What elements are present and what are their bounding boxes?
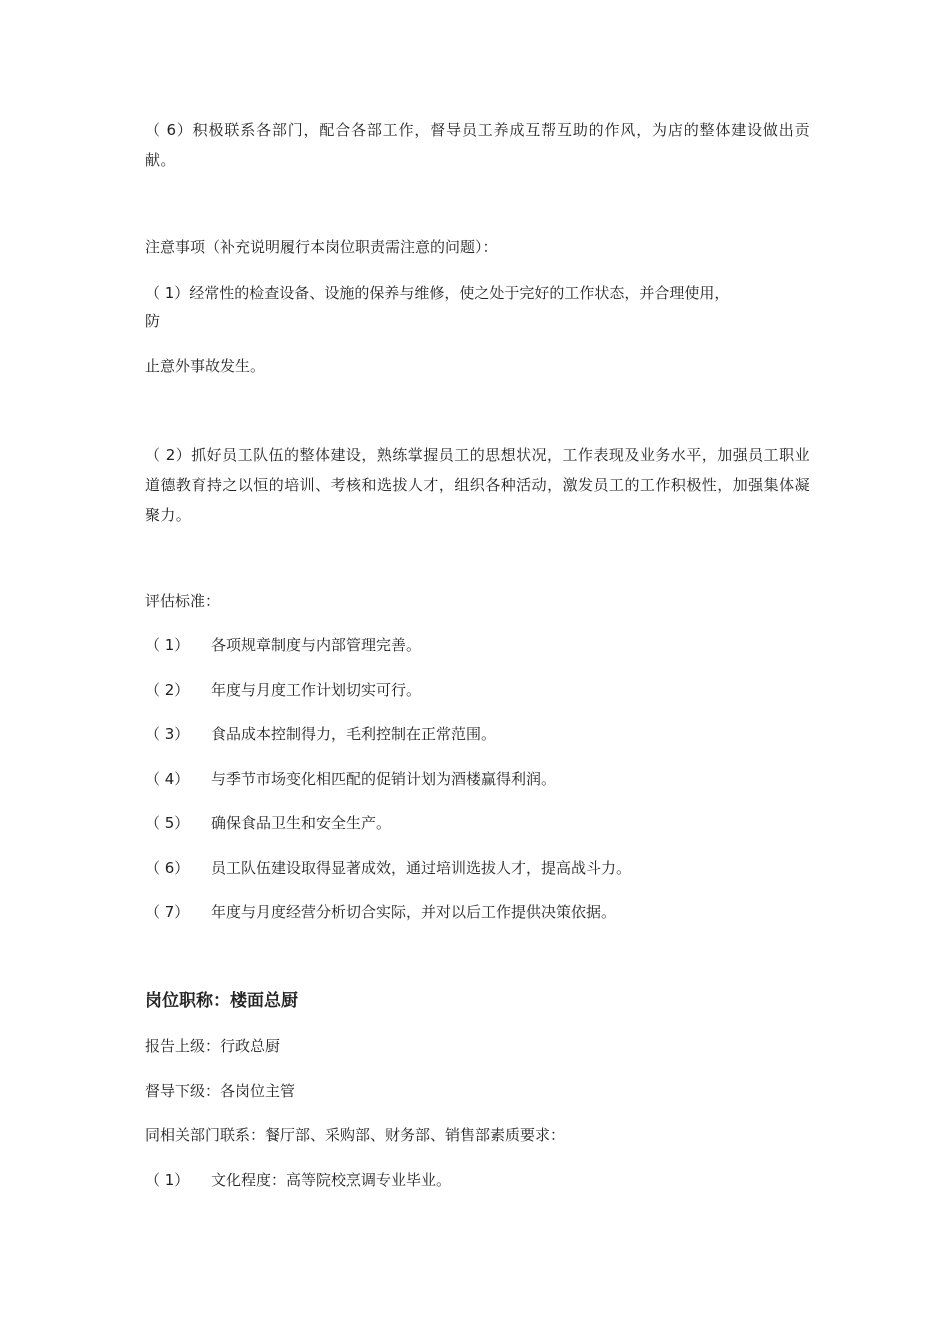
criteria-item-number: （ 5） — [145, 814, 190, 832]
requirement-item-text: 文化程度：高等院校烹调专业毕业。 — [211, 1171, 452, 1189]
criteria-item-text: 确保食品卫生和安全生产。 — [211, 814, 392, 832]
department-relations: 同相关部门联系：餐厅部、采购部、财务部、销售部素质要求： — [145, 1126, 566, 1144]
note-2-paragraph: （ 2）抓好员工队伍的整体建设，熟练掌握员工的思想状况，工作表现及业务水平，加强员工职业道德教育持之以恒的培训、考核和选拔人才，组织各种活动，激发员工的工作积极性，加强集体凝聚力。 — [145, 446, 810, 524]
criteria-item — [145, 810, 810, 836]
criteria-item-number: （ 6） — [145, 859, 190, 877]
criteria-item-text: 年度与月度经营分析切合实际，并对以后工作提供决策依据。 — [211, 903, 617, 921]
criteria-item — [145, 632, 810, 658]
note-1-line-2: 防 — [145, 312, 161, 330]
criteria-item — [145, 677, 810, 703]
criteria-item-text: 各项规章制度与内部管理完善。 — [211, 636, 422, 654]
note-1-line-1: （ 1）经常性的检查设备、设施的保养与维修，使之处于完好的工作状态，并合理使用， — [145, 284, 730, 302]
criteria-item — [145, 899, 810, 925]
criteria-item-number: （ 4） — [145, 770, 190, 788]
supervise: 督导下级：各岗位主管 — [145, 1082, 296, 1100]
job-title-heading: 岗位职称：楼面总厨 — [145, 991, 298, 1011]
criteria-item — [145, 721, 810, 747]
criteria-item-text: 与季节市场变化相匹配的促销计划为酒楼赢得利润。 — [211, 770, 557, 788]
report-to: 报告上级：行政总厨 — [145, 1037, 281, 1055]
requirement-item-number: （ 1） — [145, 1171, 190, 1189]
criteria-item-number: （ 1） — [145, 636, 190, 654]
criteria-item-text: 年度与月度工作计划切实可行。 — [211, 681, 422, 699]
criteria-item-number: （ 7） — [145, 903, 190, 921]
criteria-item — [145, 855, 810, 881]
criteria-item-text: 员工队伍建设取得显著成效，通过培训选拔人才，提高战斗力。 — [211, 859, 632, 877]
requirement-item — [145, 1167, 810, 1193]
criteria-item-text: 食品成本控制得力，毛利控制在正常范围。 — [211, 725, 497, 743]
note-1-line-3: 止意外事故发生。 — [145, 357, 266, 375]
criteria-item — [145, 766, 810, 792]
criteria-title: 评估标准： — [145, 592, 221, 610]
criteria-item-number: （ 3） — [145, 725, 190, 743]
notes-title: 注意事项（补充说明履行本岗位职责需注意的问题）： — [145, 238, 498, 256]
criteria-item-number: （ 2） — [145, 681, 190, 699]
paragraph-item-6: （ 6）积极联系各部门，配合各部工作，督导员工养成互帮互助的作风，为店的整体建设做出贡献。 — [145, 121, 810, 169]
